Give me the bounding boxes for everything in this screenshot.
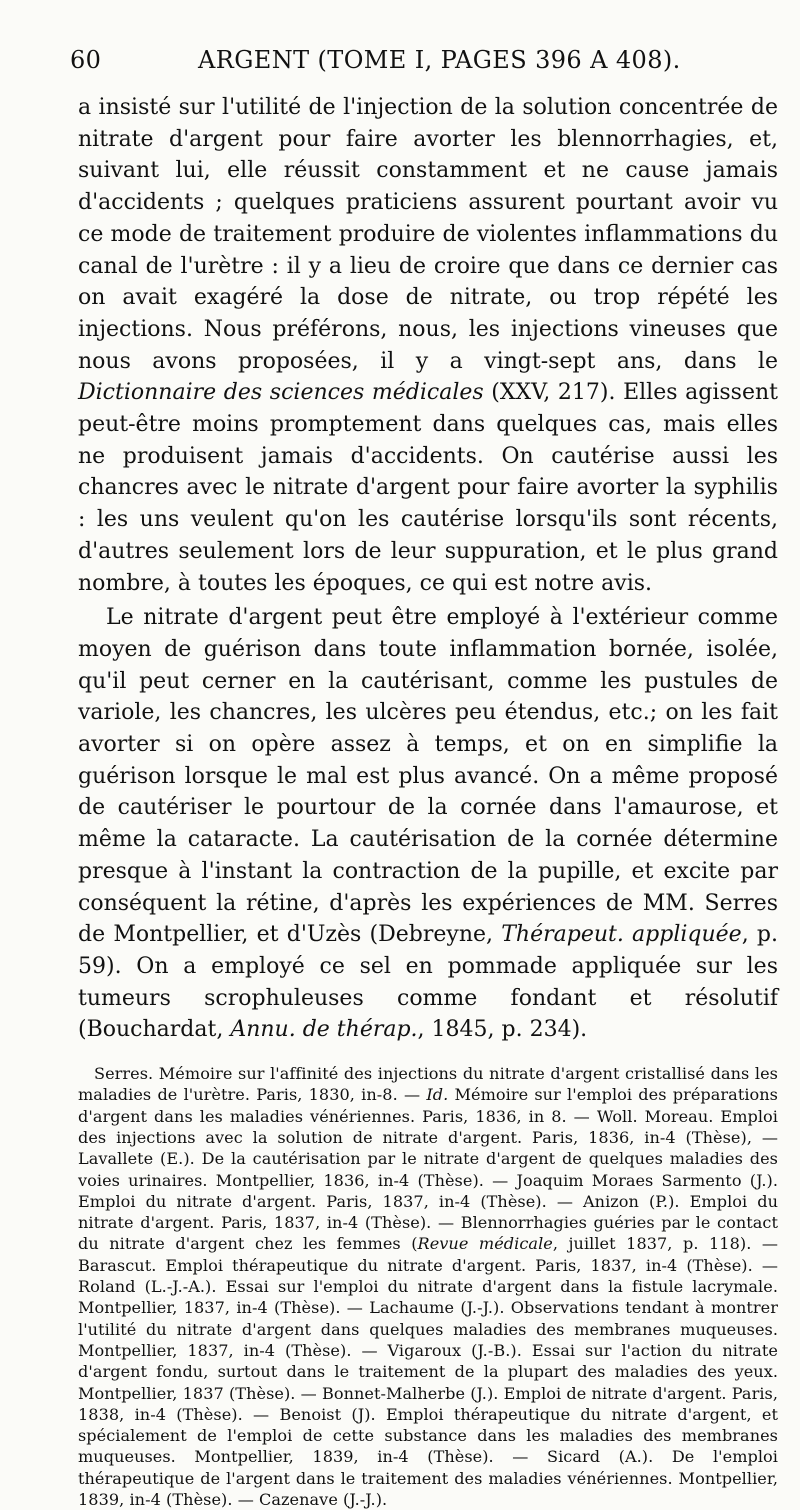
ibid-reference: Id. (426, 1085, 449, 1105)
bibliography-text-b: Mémoire sur l'emploi des préparations d'argent dans les maladies vénériennes. Paris, 1836, in 8. — Woll. Moreau. Emploi des injections avec la solution de nitrate d'argent. Paris, 1836, in-4 (Thèse), — Lavallete (E.). De la cautérisation par le nitrate d'argent de quelques maladies des voies urinaires. Montpellier, 1836, in-4 (Thèse). — Joaquim Moraes Sarmento (J.). Emploi du nitrate d'argent. Paris, 1837, in-4 (Thèse). — Anizon (P.). Emploi du nitrate d'argent. Paris, 1837, in-4 (Thèse). — Blennorrhagies guéries par le contact du nitrate d'argent chez les femmes ( (78, 1085, 778, 1254)
therapeutic-reference: Thérapeut. appliquée (501, 922, 742, 948)
running-head (70, 46, 778, 78)
page-title: ARGENT (TOME I, PAGES 396 A 408). (198, 46, 681, 74)
bibliography-text-c: , juillet 1837, p. 118). — Barascut. Emploi thérapeutique du nitrate d'argent. Paris, 1837, in-4 (Thèse). — Roland (L.-J.-A.). Essai sur l'emploi du nitrate d'argent dans la fistule lacrymale. Montpellier, 1837, in-4 (Thèse). — Lachaume (J.-J.). Observations tendant à montrer l'utilité du nitrate d'argent dans quelques maladies des membranes muqueuses. Montpellier, 1837, in-4 (Thèse). — Vigaroux (J.-B.). Essai sur l'action du nitrate d'argent fondu, surtout dans le traitement de la plupart des maladies des yeux. Montpellier, 1837 (Thèse). — Bonnet-Malherbe (J.). Emploi de nitrate d'argent. Paris, 1838, in-4 (Thèse). — Benoist (J). Emploi thérapeutique du nitrate d'argent, et spécialement de l'emploi de cette substance dans les maladies des membranes muqueuses. Montpellier, 1839, in-4 (Thèse). — Sicard (A.). De l'emploi thérapeutique de l'argent dans le traitement des maladies vénériennes. Montpellier, 1839, in-4 (Thèse). — Cazenave (J.-J.). (78, 1234, 779, 1510)
main-text (78, 92, 778, 1046)
page-number: 60 (70, 46, 102, 74)
dictionary-title: Dictionnaire des sciences médicales (78, 380, 484, 406)
annual-reference: Annu. de thérap. (230, 1017, 418, 1043)
paragraph-1-text-a: a insisté sur l'utilité de l'injection de la solution concentrée de nitrate d'argent pour faire avorter les blennorrhagies, et, suivant lui, elle réussit constamment et ne cause jamais d'accidents ; quelques praticiens assurent pourtant avoir vu ce mode de traitement produire de violentes inflammations du canal de l'urètre : il y a lieu de croire que dans ce dernier cas on avait exagéré la dose de nitrate, ou trop répété les injections. Nous préférons, nous, les injections vineuses que nous avons proposées, il y a vingt-sept ans, dans le (78, 95, 778, 374)
paragraph-2-text-b: , p. 59). On a employé ce sel en pommade appliquée sur les tumeurs scrophuleuses comme fondant et résolutif (Bouchardat, (78, 922, 779, 1043)
bibliography (78, 1063, 778, 1510)
revue-medicale-reference: Revue médicale (417, 1234, 553, 1254)
paragraph-external-use (78, 602, 778, 1046)
paragraph-urethral-injections (78, 92, 778, 599)
paragraph-1-text-b: (XXV, 217). Elles agissent peut-être moins promptement dans quelques cas, mais elles ne produisent jamais d'accidents. On cautérise aussi les chancres avec le nitrate d'argent pour faire avorter la syphilis : les uns veulent qu'on les cautérise lorsqu'ils sont récents, d'autres seulement lors de leur suppuration, et le plus grand nombre, à toutes les époques, ce qui est notre avis. (78, 380, 778, 596)
paragraph-2-text-c: , 1845, p. 234). (417, 1017, 588, 1043)
paragraph-2-text-a: Le nitrate d'argent peut être employé à l'extérieur comme moyen de guérison dans toute inflammation bornée, isolée, qu'il peut cerner en la cautérisant, comme les pustules de variole, les chancres, les ulcères peu étendus, etc.; on les fait avorter si on opère assez à temps, et on en simplifie la guérison lorsque le mal est plus avancé. On a même proposé de cautériser le pourtour de la cornée dans l'amaurose, et même la cataracte. La cautérisation de la cornée détermine presque à l'instant la contraction de la pupille, et excite par conséquent la rétine, d'après les expériences de MM. Serres de Montpellier, et d'Uzès (Debreyne, (78, 605, 778, 948)
bibliography-text-a: Serres. Mémoire sur l'affinité des injections du nitrate d'argent cristallisé dans les maladies de l'urètre. Paris, 1830, in-8. — (78, 1064, 778, 1105)
